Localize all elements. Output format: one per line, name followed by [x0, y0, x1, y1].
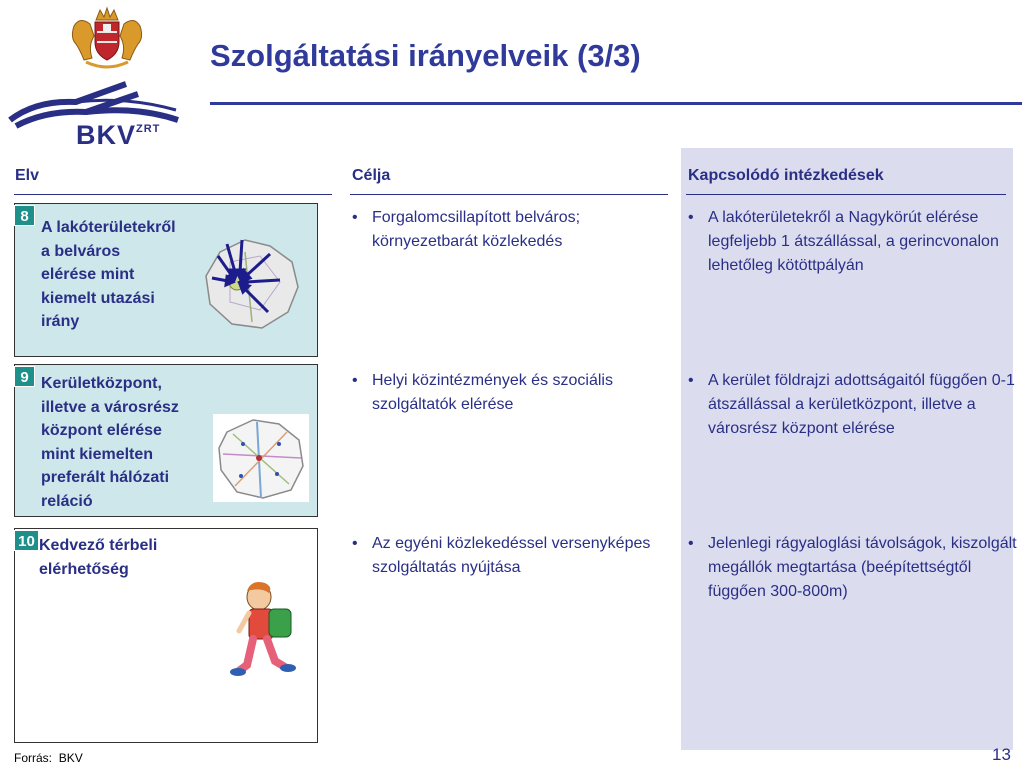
column-header-measures: Kapcsolódó intézkedések [688, 167, 884, 184]
district-network-map-icon [213, 414, 309, 502]
page-title: Szolgáltatási irányelveik (3/3) [210, 38, 641, 73]
source-note: Forrás: BKV [14, 751, 83, 765]
budapest-coat-of-arms-icon [66, 6, 148, 72]
walking-boy-icon [229, 577, 301, 678]
goal-item: • Forgalomcsillapított belváros; környezetbarát közlekedés [352, 209, 581, 250]
principle-text: A lakóterületekről a belváros elérése mint kiemelt utazási irány [41, 219, 176, 330]
goal-item: • Helyi közintézmények és szociális szolgáltatók elérése [352, 372, 613, 413]
principle-text: Kerületközpont, illetve a városrész központ elérése mint kiemelten preferált hálózati reláció [41, 375, 179, 510]
inbound-arrows-map-icon [200, 232, 305, 332]
page-number: 13 [992, 745, 1011, 764]
bkv-logo-text: $BKV^{ZRT}$ [76, 120, 161, 150]
principle-text: Kedvező térbeli elérhetőség [39, 537, 158, 578]
goal-item: • Az egyéni közlekedéssel versenyképes szolgáltatás nyújtása [352, 535, 651, 576]
row-number-badge: 10 [14, 530, 39, 551]
title-divider [210, 102, 1022, 105]
column-header-goal: Célja [352, 167, 391, 184]
row-number-badge: 9 [14, 366, 35, 387]
measure-item: • Jelenlegi rágyaloglási távolságok, kiszolgált megállók megtartása (beépítettségtől függően 300-800m) [688, 535, 1017, 600]
measure-item: • A kerület földrajzi adottságaitól függően 0-1 átszállással a kerületközpont, illetve a városrész központ elérése [688, 372, 1015, 437]
column-divider [686, 194, 1006, 195]
row-number-badge: 8 [14, 205, 35, 226]
column-divider [14, 194, 332, 195]
measure-item: • A lakóterületekről a Nagykörút elérése legfeljebb 1 átszállással, a gerincvonalon lehetőleg kötöttpályán [688, 209, 999, 274]
column-header-principle: Elv [15, 167, 40, 184]
column-divider [350, 194, 668, 195]
